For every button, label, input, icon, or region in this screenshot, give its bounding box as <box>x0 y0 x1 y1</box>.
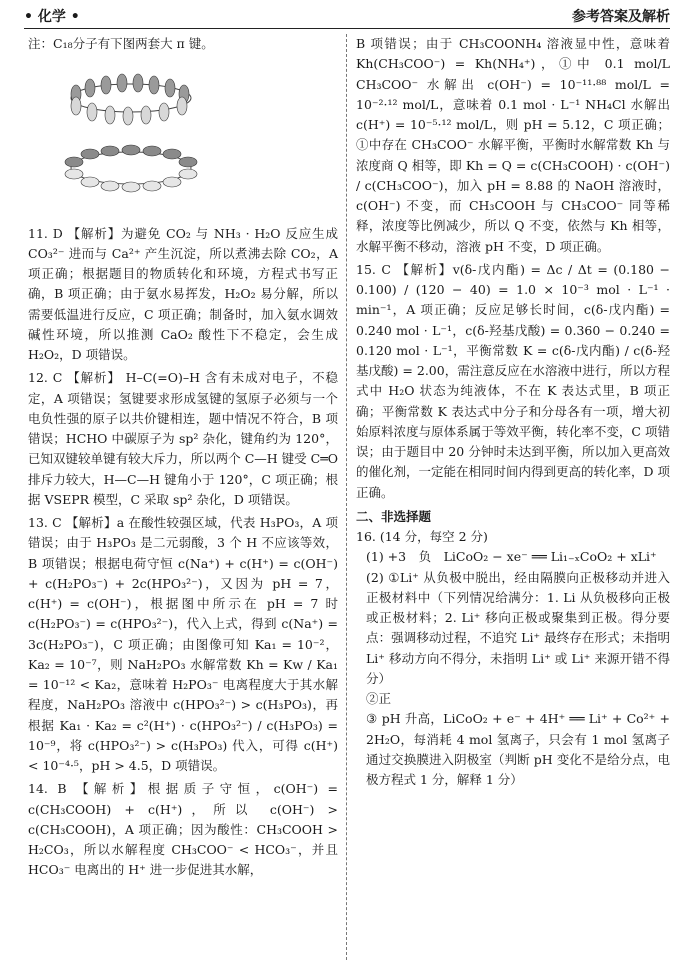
answer-16-part-2b: ②正 <box>366 691 392 706</box>
subject-label: • 化学 • <box>24 9 80 25</box>
column-divider <box>346 34 347 960</box>
note-text: 注：C₁₈分子有下图两套大 π 键。 <box>28 36 214 51</box>
answer-16-part-2: (2) ①Li⁺ 从负极中脱出，经由隔膜向正极移动并进入正极材料中（下列情况给满分：1. Li 从负极移向正极或正极材料；2. Li⁺ 移向正极或聚集到正极。得分要点：强调移动过程，不追究 Li⁺ 最终存在形式；未指明 Li⁺ 移动方向不得分，未指明 Li⁺ 或 Li⁺ 来源开错不得分） <box>366 569 670 686</box>
answer-16-part-3: ③ pH 升高，LiCoO₂ + e⁻ + 4H⁺ ══ Li⁺ + Co²⁺ + 2H₂O，每消耗 4 mol 氢离子，只会有 1 mol 氢离子通过交换膜进入阴极室（判断 pH 变化不是给分点，电极方程式 1 分，解释 1 分） <box>366 711 670 787</box>
answer-15: 15. C 【解析】v(δ-戊内酯) = Δc / Δt = (0.180 − 0.100) / (120 − 40) = 1.0 × 10⁻³ mol · L⁻¹ · min⁻¹，A 项正确；反应足够长时间，c(δ-戊内酯) = 0.240 mol · L⁻¹，c(δ-羟基戊酸) = 0.360 − 0.240 = 0.120 mol · L⁻¹，平衡常数 K = c(δ-戊内酯) / c(δ-羟基戊酸) = 2.00，需注意反应在水溶液中进行，所以方程式中 H₂O 状态为纯液体，不在 K 表达式里，B 项正确；平衡常数 K 表达式中分子和分母各有一项，增大初始原料浓度与原体系属于等效平衡，转化率不变，C 项错误；由于题目中 20 分钟时未达到平衡，所以加入更高效的催化剂，一定能在相同时间内得到更高的转化率，D 项正确。 <box>356 261 670 500</box>
answer-12: 12. C 【解析】 H–C(=O)–H 含有未成对电子，不稳定，A 项错误；氢键要求形成氢键的氢原子必须与一个电负性强的原子以共价键相连，题中情况不符合，B 项错误；HCHO 中碳原子为 sp² 杂化，键角约为 120°，已知双键较单键有较大斥力，所以两个 C—H 键受 C═O 排斥力较大，H—C—H 键角小于 120°，C 项正确；根据 VSEPR 模型，C 采取 sp² 杂化，D 项错误。 <box>28 370 338 507</box>
answer-11: 11. D 【解析】为避免 CO₂ 与 NH₃ · H₂O 反应生成 CO₃²⁻ 进而与 Ca²⁺ 产生沉淀，所以煮沸去除 CO₂，A 项正确；根据题目的物质转化和环境，方程式书写正确，B 项正确；由于氨水易挥发，H₂O₂ 易分解，所以需要低温进行反应，C 项正确；制备时，加入氨水调效碱性环境，所以推测 CaO₂ 酸性下不稳定，会生成 H₂O₂，D 项错误。 <box>28 225 338 362</box>
answer-16-part-1: (1) +3 负 LiCoO₂ − xe⁻ ══ Li₁₋ₓCoO₂ + xLi⁺ <box>366 549 657 565</box>
answer-16-title: 16. (14 分，每空 2 分) <box>356 529 488 544</box>
answer-14: 14. B 【解析】根据质子守恒，c(OH⁻) = c(CH₃COOH) + c(H⁺)，所以 c(OH⁻) > c(CH₃COOH)，A 项正确；因为酸性：CH₃COOH > H₂CO₃，所以水解程度 CH₃COO⁻ < HCO₃⁻，并且 HCO₃⁻ 电离出的 H⁺ 进一步促进其水解， <box>28 781 338 878</box>
right-column <box>356 34 670 790</box>
section-heading: 二、非选择题 <box>356 508 432 524</box>
answer-14-continued: B 项错误；由于 CH₃COONH₄ 溶液显中性，意味着 Kh(CH₃COO⁻) = Kh(NH₄⁺)，①中 0.1 mol/L CH₃COO⁻ 水解出 c(OH⁻) = 10⁻¹¹·⁸⁸ mol/L = 10⁻²·¹² mol/L，意味着 0.1 mol · L⁻¹ NH₄Cl 水解出 c(H⁺) = 10⁻⁵·¹² mol/L，则 pH = 5.12，C 项正确；①中存在 CH₃COO⁻ 水解平衡，平衡时水解常数 Kh 与浓度商 Q 相等，即 Kh = Q = c(CH₃COOH) · c(OH⁻) / c(CH₃COO⁻)，加入 pH = 8.88 的 NaOH 溶液时，c(OH⁻) 不变，而 CH₃COOH 与 CH₃COO⁻ 同等稀释，浓度等比例减少，所以 Q 不变，依然与 Kh 相等，水解平衡不移动，溶液 pH 不变，D 项正确。 <box>356 36 670 254</box>
c18-pi-bond-figure <box>56 58 206 208</box>
answer-13: 13. C 【解析】a 在酸性较强区域，代表 H₃PO₃，A 项错误；由于 H₃PO₃ 是二元弱酸，3 个 H 不应该等效，B 项错误；根据电荷守恒 c(Na⁺) + c(H⁺) = c(OH⁻) + c(H₂PO₃⁻) + 2c(HPO₃²⁻)，又因为 pH = 7，c(H⁺) = c(OH⁻)，根据图中所示在 pH = 7 时 c(H₂PO₃⁻) = c(HPO₃²⁻)，代入上式，得到 c(Na⁺) = 3c(H₂PO₃⁻)，C 项正确；由图像可知 Ka₁ = 10⁻²，Ka₂ = 10⁻⁷，则 NaH₂PO₃ 水解常数 Kh = Kw / Ka₁ = 10⁻¹² < Ka₂，意味着 H₂PO₃⁻ 电离程度大于其水解程度，NaH₂PO₃ 溶液中 c(HPO₃²⁻) > c(H₃PO₃)，再根据 Ka₁ · Ka₂ = c²(H⁺) · c(HPO₃²⁻) / c(H₃PO₃) = 10⁻⁹，将 c(HPO₃²⁻) > c(H₃PO₃) 代入，可得 c(H⁺) < 10⁻⁴·⁵，pH > 4.5，D 项错误。 <box>28 515 338 773</box>
left-column <box>28 34 338 881</box>
upper-ring <box>71 74 191 125</box>
section-label: 参考答案及解析 <box>572 9 670 25</box>
lower-ring <box>65 145 197 192</box>
page-header <box>24 6 670 29</box>
